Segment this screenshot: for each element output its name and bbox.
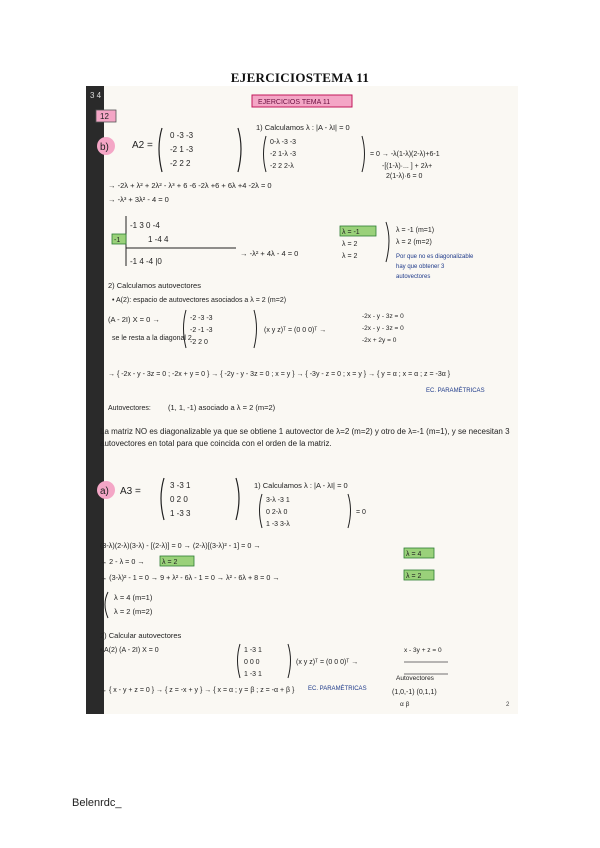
svg-text:autovectores: autovectores (396, 274, 431, 280)
handwritten-scan (86, 86, 518, 714)
svg-text:-1 3 0 -4: -1 3 0 -4 (130, 221, 160, 230)
ec-parametricas-a: EC. PARAMÉTRICAS (308, 686, 367, 692)
svg-text:-2x - y - 3z = 0: -2x - y - 3z = 0 (362, 313, 404, 320)
page-number: 2 (506, 702, 510, 708)
eigenspace-note: • A(2): espacio de autovectores asociados a λ = 2 (m=2) (112, 297, 287, 304)
exercise-number: 12 (100, 112, 109, 121)
author-name: Belenrdc_ (72, 797, 122, 809)
autovectores-a-label: Autovectores (396, 675, 434, 682)
lambda-2-mult: λ = 2 (m=2) (114, 607, 153, 616)
svg-text:-[(1-λ)·... ] + 2λ+: -[(1-λ)·... ] + 2λ+ (382, 163, 433, 170)
svg-text:λ = 2: λ = 2 (342, 253, 358, 260)
svg-text:1 -3 3: 1 -3 3 (170, 509, 191, 518)
svg-text:0 0 0: 0 0 0 (244, 659, 260, 666)
svg-text:-1 4 -4 |0: -1 4 -4 |0 (130, 257, 162, 266)
header-tag: EJERCICIOS TEMA 11 (258, 99, 331, 106)
autovectores-label: Autovectores: (108, 405, 151, 412)
lambda-4: λ = 4 (406, 551, 422, 558)
svg-text:1 -3 3-λ: 1 -3 3-λ (266, 521, 290, 528)
svg-text:-2 1 -3: -2 1 -3 (170, 145, 194, 154)
svg-text:3-λ -3 1: 3-λ -3 1 (266, 497, 290, 504)
svg-text:(A - 2I) X = 0 →: (A - 2I) X = 0 → (108, 315, 160, 324)
svg-text:x - 3y + z = 0: x - 3y + z = 0 (404, 647, 442, 654)
svg-text:2(1-λ)·6 = 0: 2(1-λ)·6 = 0 (386, 173, 423, 180)
svg-text:λ = 2 (m=2): λ = 2 (m=2) (396, 239, 432, 246)
svg-text:0 2-λ 0: 0 2-λ 0 (266, 509, 288, 516)
svg-text:3 -3 1: 3 -3 1 (170, 481, 191, 490)
autovector-result: (1, 1, -1) asociado a λ = 2 (m=2) (168, 403, 276, 412)
step2-title-a: 2) Calcular autovectores (100, 631, 182, 640)
a-eigenspace: • A(2) (A - 2I) X = 0 (100, 647, 159, 654)
svg-text:-2 -3 -3: -2 -3 -3 (190, 315, 213, 322)
svg-text:-2 2 0: -2 2 0 (190, 339, 208, 346)
svg-text:-2 1-λ -3: -2 1-λ -3 (270, 151, 297, 158)
svg-text:→ -2λ + λ² + 2λ² - λ³ + 6 -6 -: → -2λ + λ² + 2λ² - λ³ + 6 -6 -2λ +6 + 6λ +4 -2λ = 0 (108, 181, 272, 190)
svg-text:0 2 0: 0 2 0 (170, 495, 188, 504)
part-b-label: b) (100, 142, 109, 153)
margin-note: Por que no es diagonalizable (396, 254, 474, 260)
svg-text:= 0: = 0 (356, 509, 366, 516)
notebook-edge (86, 86, 104, 714)
svg-text:→ { x - y + z = 0 } → { z = -x: → { x - y + z = 0 } → { z = -x + y } → { x = α ; y = β ; z = -α + β } (100, 687, 295, 694)
svg-text:-2x - y - 3z = 0: -2x - y - 3z = 0 (362, 325, 404, 332)
step2-title: 2) Calculamos autovectores (108, 281, 201, 290)
svg-text:λ = 2: λ = 2 (342, 241, 358, 248)
sidebar-number: 3 4 (90, 91, 102, 100)
svg-text:→ { -2x - y - 3z = 0 ; -2x + y: → { -2x - y - 3z = 0 ; -2x + y = 0 } → { -2y - y - 3z = 0 ; x = y } → { -3y - z = 0 ; x = y } → { y = α ; x = α ; z = -3α } (108, 371, 451, 378)
lambda-2-box: λ = 2 (406, 573, 422, 580)
svg-text:→ 2 - λ = 0 →: → 2 - λ = 0 → (100, 557, 145, 566)
svg-text:→ -λ² + 4λ - 4 = 0: → -λ² + 4λ - 4 = 0 (240, 249, 299, 258)
handwritten-notes (86, 86, 518, 714)
svg-text:λ = -1 (m=1): λ = -1 (m=1) (396, 227, 435, 234)
svg-text:-1: -1 (114, 237, 121, 244)
matrix-label-a: A3 = (120, 486, 141, 497)
svg-text:1 -4 4: 1 -4 4 (148, 235, 169, 244)
svg-text:0-λ -3 -3: 0-λ -3 -3 (270, 139, 297, 146)
svg-text:→ -λ³ + 3λ² - 4 = 0: → -λ³ + 3λ² - 4 = 0 (108, 195, 169, 204)
svg-text:→ (3-λ)² - 1 = 0 → 9 + λ² - 6λ: → (3-λ)² - 1 = 0 → 9 + λ² - 6λ - 1 = 0 → λ² - 6λ + 8 = 0 → (100, 573, 280, 582)
svg-text:(x y z)ᵀ = (0 0 0)ᵀ →: (x y z)ᵀ = (0 0 0)ᵀ → (264, 327, 327, 334)
matrix-label-b: A2 = (132, 140, 153, 151)
svg-text:1 -3 1: 1 -3 1 (244, 671, 262, 678)
ec-parametricas-b: EC. PARAMÉTRICAS (426, 388, 485, 394)
svg-text:-2 2 2-λ: -2 2 2-λ (270, 163, 294, 170)
svg-text:α β: α β (400, 701, 410, 708)
lambda-4-mult: λ = 4 (m=1) (114, 593, 153, 602)
lambda-2: λ = 2 (162, 559, 178, 566)
svg-text:(x y z)ᵀ = (0 0 0)ᵀ →: (x y z)ᵀ = (0 0 0)ᵀ → (296, 659, 359, 666)
document-title: EJERCICIOSTEMA 11 (230, 70, 370, 85)
svg-text:1 -3 1: 1 -3 1 (244, 647, 262, 654)
svg-text:0 -3 -3: 0 -3 -3 (170, 131, 194, 140)
conclusion-text: La matriz NO es diagonalizable ya que se obtiene 1 autovector de λ=2 (m=2) y otro de λ=-1 (m=1), y se necesitan 3 autovectores en total para que coincida con el orden de la matriz. (100, 427, 510, 448)
step1-title-a: 1) Calculamos λ : |A - λI| = 0 (254, 481, 348, 490)
part-a-label: a) (100, 486, 109, 497)
svg-text:hay que obtener 3: hay que obtener 3 (396, 264, 445, 270)
svg-text:λ = -1: λ = -1 (342, 229, 360, 236)
svg-text:-2 2 2: -2 2 2 (170, 159, 191, 168)
svg-text:-2 -1 -3: -2 -1 -3 (190, 327, 213, 334)
svg-text:-2x + 2y = 0: -2x + 2y = 0 (362, 337, 397, 344)
svg-text:= 0 → -λ(1-λ)(2-λ)+6-1: = 0 → -λ(1-λ)(2-λ)+6-1 (370, 151, 440, 158)
subtract-note: se le resta a la diagonal 2. (112, 335, 194, 342)
svg-text:(3-λ)(2-λ)(3-λ) - [(2-λ)] = 0: (3-λ)(2-λ)(3-λ) - [(2-λ)] = 0 → (2-λ)[(3-λ)² - 1] = 0 → (100, 541, 261, 550)
svg-text:(1,0,-1) (0,1,1): (1,0,-1) (0,1,1) (392, 689, 437, 696)
step1-title: 1) Calculamos λ : |A - λI| = 0 (256, 123, 350, 132)
